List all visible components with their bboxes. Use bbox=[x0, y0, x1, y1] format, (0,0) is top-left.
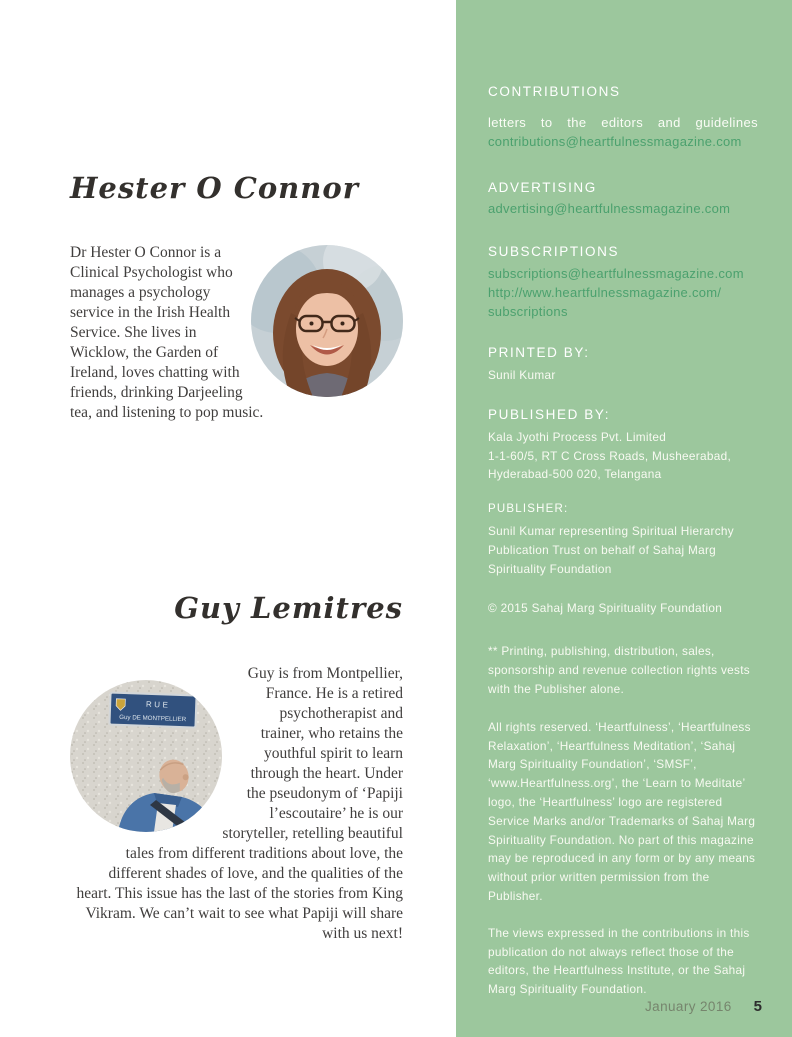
contributions-heading: CONTRIBUTIONS bbox=[488, 84, 621, 99]
street-sign-line2: Guy DE MONTPELLIER bbox=[119, 713, 187, 724]
advertising-email-link[interactable]: advertising@heartfulnessmagazine.com bbox=[488, 201, 731, 216]
contributor-name-guy: Guy Lemitres bbox=[174, 591, 403, 625]
copyright-line: © 2015 Sahaj Marg Spirituality Foundation bbox=[488, 600, 723, 615]
address-line: 1-1-60/5, RT C Cross Roads, Musheerabad, bbox=[488, 448, 732, 463]
contributor-bio-text-hester: Dr Hester O Connor is a Clinical Psychologist who manages a psychology service in the Irish Health Service. She lives in Wicklow, the Garden of Ireland, loves chatting with friends, drinking Darjeeling tea, and listening to pop music. bbox=[70, 244, 264, 421]
contributor-bio-guy bbox=[70, 664, 403, 944]
publisher-text: Sunil Kumar representing Spiritual Hierarchy Publication Trust on behalf of Sahaj Marg Spirituality Foundation bbox=[488, 524, 734, 576]
subscriptions-heading: SUBSCRIPTIONS bbox=[488, 244, 620, 259]
hester-portrait-photo bbox=[251, 245, 403, 397]
address-line: Kala Jyothi Process Pvt. Limited bbox=[488, 429, 667, 444]
street-sign-line1: RUE bbox=[145, 699, 171, 710]
contributions-text bbox=[488, 113, 758, 151]
contributor-name-hester: Hester O Connor bbox=[70, 171, 359, 205]
contributor-bio-text-guy: Guy is from Montpellier, France. He is a retired psychotherapist and trainer, who retains the youthful spirit to learn through the heart. Under the pseudonym of ‘Papiji l’escoutaire’ he is our storyteller, retelling beautiful tales from different traditions about love, the different shades of love, and the qualities of the heart. This issue has the last of the stories from King Vikram. We can’t wait to see what Papiji will share with us next! bbox=[76, 665, 403, 942]
trademark-note: All rights reserved. ‘Heartfulness’, ‘Heartfulness Relaxation’, ‘Heartfulness Meditation’, ‘Sahaj Marg Spirituality Foundation’, ‘SMSF’, ‘www.Heartfulness.org’, the ‘Learn to Meditate’ logo, the ‘Heartfulness’ logo are registered Service Marks and/or Trademarks of Sahaj Marg Spirituality Foundation. No part of this magazine may be reproduced in any form or by any means without prior written permission from the Publisher. bbox=[488, 719, 756, 903]
woman-portrait-illustration bbox=[251, 245, 403, 397]
subscriptions-email-link[interactable]: subscriptions@heartfulnessmagazine.com bbox=[488, 266, 744, 281]
subscriptions-url-link-continued[interactable]: subscriptions bbox=[488, 304, 568, 319]
contributor-bio-hester bbox=[70, 243, 403, 423]
issue-date: January 2016 bbox=[645, 999, 732, 1014]
street-sign bbox=[109, 693, 196, 728]
printed-by-name: Sunil Kumar bbox=[488, 368, 556, 382]
man-street-sign-illustration bbox=[70, 680, 222, 832]
subscriptions-url-link[interactable]: http://www.heartfulnessmagazine.com/ bbox=[488, 285, 722, 300]
publication-info-sidebar bbox=[456, 0, 792, 1037]
published-by-address bbox=[488, 428, 758, 484]
contributions-line: letters to the editors and guidelines bbox=[488, 115, 758, 130]
published-by-heading: PUBLISHED BY: bbox=[488, 406, 611, 422]
page-number: 5 bbox=[753, 998, 762, 1015]
page-footer bbox=[645, 998, 762, 1015]
guy-portrait-photo bbox=[70, 680, 222, 832]
rights-note: ** Printing, publishing, distribution, sales, sponsorship and revenue collection rights vests with the Publisher alone. bbox=[488, 644, 750, 696]
contributions-email-link[interactable]: contributions@heartfulnessmagazine.com bbox=[488, 134, 742, 149]
address-line: Hyderabad-500 020, Telangana bbox=[488, 467, 662, 482]
printed-by-heading: PRINTED BY: bbox=[488, 345, 590, 360]
advertising-heading: ADVERTISING bbox=[488, 180, 597, 195]
views-disclaimer: The views expressed in the contributions in this publication do not always reflect those of the editors, the Heartfulness Institute, or the Sahaj Marg Spirituality Foundation. bbox=[488, 925, 750, 997]
publisher-heading: PUBLISHER: bbox=[488, 503, 569, 516]
